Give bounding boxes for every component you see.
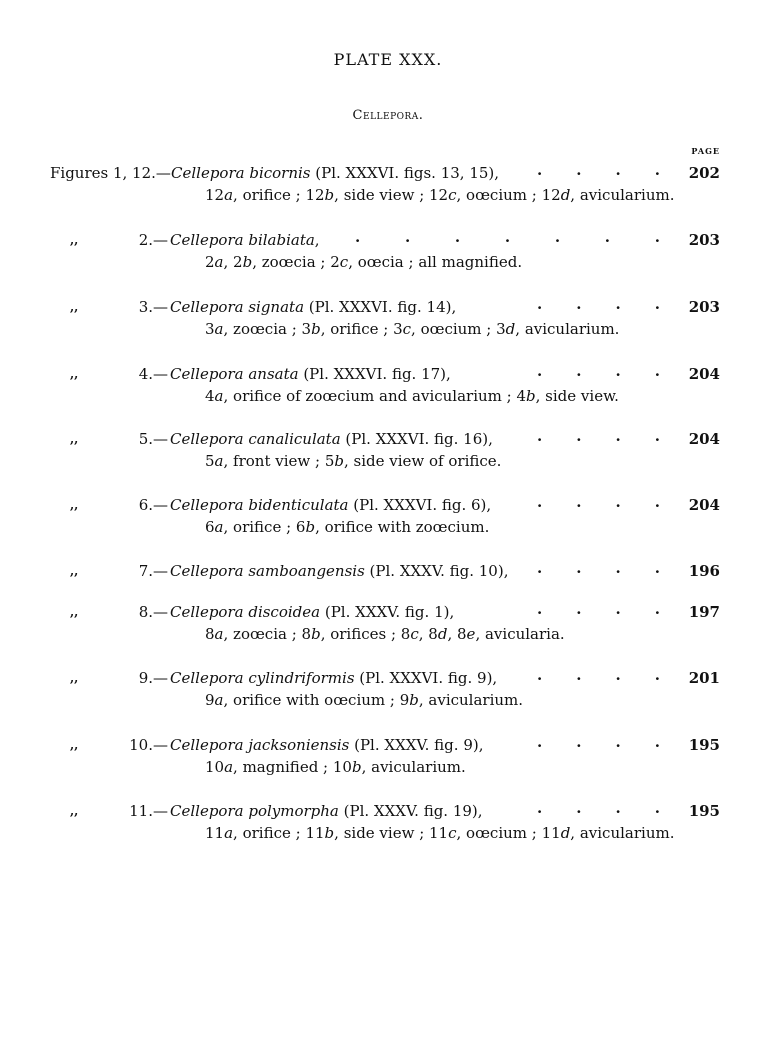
species-name: Cellepora cylindriformis [170, 669, 355, 687]
leader-dot: . [576, 559, 582, 577]
figure-description: 4a, orifice of zoœcium and avicularium ; 4b, side view. [205, 387, 619, 405]
leader-dots [355, 228, 660, 246]
species-name: Cellepora signata [170, 298, 305, 316]
leader-dot: . [454, 228, 461, 246]
leader-dot: . [615, 600, 621, 618]
leader-dots [537, 666, 660, 684]
species-title [170, 562, 508, 580]
species-name: Cellepora jacksoniensis [170, 736, 350, 754]
figure-entry [0, 362, 776, 409]
figure-description: 3a, zoœcia ; 3b, orifice ; 3c, oœcium ; 3d, avicularium. [205, 320, 620, 338]
leader-dots [537, 799, 660, 817]
species-title [170, 365, 451, 383]
page-column-header: PAGE [691, 146, 720, 156]
species-title [170, 736, 483, 754]
leader-dot: . [537, 733, 543, 751]
leader-dot: . [576, 161, 582, 179]
species-title [170, 603, 454, 621]
figure-description: 9a, orifice with oœcium ; 9b, avicularium. [205, 691, 524, 709]
ditto-mark: ,, [70, 300, 79, 314]
ditto-mark: ,, [70, 233, 79, 247]
figure-numbers: Figures 1, 12.— [50, 164, 171, 182]
leader-dot: . [654, 427, 660, 445]
figure-entry [0, 799, 776, 846]
leader-dot: . [654, 733, 660, 751]
page-number: 203 [688, 231, 720, 249]
figure-number: 8.— [138, 603, 168, 621]
ditto-mark: ,, [70, 432, 79, 446]
plate-reference: (Pl. XXXV. fig. 19), [338, 802, 483, 820]
ditto-mark: ,, [70, 498, 79, 512]
figure-number: 11.— [129, 802, 168, 820]
leader-dot: . [654, 228, 660, 246]
figure-number: 4.— [138, 365, 168, 383]
entry-heading-line [0, 295, 776, 320]
leader-dots [537, 559, 660, 577]
entry-description-line [0, 518, 776, 540]
ditto-mark: ,, [70, 671, 79, 685]
plate-reference: (Pl. XXXVI. fig. 16), [340, 430, 493, 448]
leader-dot: . [576, 600, 582, 618]
plate-reference: (Pl. XXXVI. fig. 6), [348, 496, 492, 514]
entry-heading-line [0, 799, 776, 824]
leader-dot: . [537, 161, 543, 179]
plate-reference: , [314, 231, 320, 249]
section-title: Cellepora. [352, 108, 424, 123]
leader-dot: . [654, 362, 660, 380]
figure-description: 11a, orifice ; 11b, side view ; 11c, oœcium ; 11d, avicularium. [205, 824, 675, 842]
species-name: Cellepora ansata [170, 365, 299, 383]
leader-dot: . [537, 559, 543, 577]
leader-dots [537, 733, 660, 751]
species-name: Cellepora discoidea [170, 603, 321, 621]
leader-dot: . [404, 228, 411, 246]
figure-description: 2a, 2b, zoœcia ; 2c, oœcia ; all magnified. [205, 253, 523, 271]
leader-dot: . [615, 799, 621, 817]
ditto-mark: ,, [70, 605, 79, 619]
leader-dot: . [537, 493, 543, 511]
leader-dot: . [654, 493, 660, 511]
plate-reference: (Pl. XXXVI. fig. 14), [304, 298, 457, 316]
species-name: Cellepora bidenticulata [170, 496, 349, 514]
entry-heading-line [0, 600, 776, 625]
leader-dot: . [576, 427, 582, 445]
figure-description: 5a, front view ; 5b, side view of orifice. [205, 452, 502, 470]
leader-dots [537, 427, 660, 445]
page-number: 203 [688, 298, 720, 316]
figure-number: 10.— [129, 736, 168, 754]
entry-heading-line [0, 228, 776, 253]
entry-description-line [0, 320, 776, 342]
species-title [170, 669, 497, 687]
entry-description-line [0, 387, 776, 409]
ditto-mark: ,, [70, 804, 79, 818]
figure-entry [0, 427, 776, 474]
figure-entry [0, 559, 776, 584]
leader-dot: . [576, 493, 582, 511]
species-title [170, 298, 456, 316]
figure-number: 5.— [138, 430, 168, 448]
plate-reference: (Pl. XXXVI. figs. 13, 15), [310, 164, 500, 182]
page-number: 195 [688, 802, 720, 820]
entry-heading-line [0, 559, 776, 584]
leader-dot: . [615, 559, 621, 577]
leader-dots [537, 493, 660, 511]
page-number: 197 [688, 603, 720, 621]
entry-description-line [0, 758, 776, 780]
figure-number: 3.— [138, 298, 168, 316]
plate-reference: (Pl. XXXVI. fig. 9), [354, 669, 498, 687]
plate-reference: (Pl. XXXV. fig. 1), [320, 603, 455, 621]
ditto-mark: ,, [70, 738, 79, 752]
leader-dot: . [654, 600, 660, 618]
leader-dot: . [654, 666, 660, 684]
entry-description-line [0, 824, 776, 846]
leader-dot: . [576, 295, 582, 313]
species-name: Cellepora polymorpha [170, 802, 339, 820]
species-name: Cellepora bicornis [171, 164, 311, 182]
leader-dot: . [576, 799, 582, 817]
leader-dot: . [355, 228, 361, 246]
entry-heading-line [0, 427, 776, 452]
leader-dot: . [654, 799, 660, 817]
entry-description-line [0, 691, 776, 713]
figure-entry [0, 228, 776, 275]
entry-description-line [0, 452, 776, 474]
entry-description-line [0, 253, 776, 275]
leader-dot: . [654, 559, 660, 577]
figure-entry [0, 733, 776, 780]
leader-dot: . [537, 295, 543, 313]
leader-dot: . [537, 666, 543, 684]
leader-dot: . [615, 295, 621, 313]
entry-heading-line [0, 362, 776, 387]
species-title [171, 164, 499, 182]
leader-dot: . [576, 733, 582, 751]
figure-description: 8a, zoœcia ; 8b, orifices ; 8c, 8d, 8e, avicularia. [205, 625, 565, 643]
entry-description-line [0, 186, 776, 208]
leader-dot: . [604, 228, 610, 246]
leader-dot: . [537, 799, 543, 817]
figure-entry [0, 295, 776, 342]
leader-dot: . [615, 161, 621, 179]
entry-description-line [0, 625, 776, 647]
entry-heading-line [0, 666, 776, 691]
leader-dot: . [504, 228, 511, 246]
plate-reference: (Pl. XXXVI. fig. 17), [298, 365, 451, 383]
leader-dot: . [576, 362, 582, 380]
figure-entry [0, 161, 776, 208]
leader-dot: . [537, 362, 543, 380]
leader-dots [537, 161, 660, 179]
species-name: Cellepora canaliculata [170, 430, 341, 448]
entry-heading-line [0, 733, 776, 758]
species-name: Cellepora samboangensis [170, 562, 365, 580]
figure-description: 10a, magnified ; 10b, avicularium. [205, 758, 466, 776]
plate-reference: (Pl. XXXV. fig. 10), [364, 562, 509, 580]
figure-entry [0, 600, 776, 647]
figure-description: 6a, orifice ; 6b, orifice with zoœcium. [205, 518, 490, 536]
leader-dot: . [654, 295, 660, 313]
page-number: 204 [688, 496, 720, 514]
figure-number: 2.— [138, 231, 168, 249]
ditto-mark: ,, [70, 367, 79, 381]
figure-number: 6.— [138, 496, 168, 514]
species-name: Cellepora bilabiata [170, 231, 315, 249]
plate-title: PLATE XXX. [333, 50, 443, 69]
species-title [170, 430, 493, 448]
figure-entry [0, 666, 776, 713]
figure-description: 12a, orifice ; 12b, side view ; 12c, oœcium ; 12d, avicularium. [205, 186, 675, 204]
page-number: 195 [688, 736, 720, 754]
leader-dot: . [615, 733, 621, 751]
leader-dot: . [576, 666, 582, 684]
species-title [170, 802, 483, 820]
leader-dots [537, 362, 660, 380]
leader-dot: . [554, 228, 561, 246]
leader-dot: . [615, 362, 621, 380]
figure-number: 9.— [138, 669, 168, 687]
page-number: 204 [688, 430, 720, 448]
entry-heading-line [0, 161, 776, 186]
page-number: 196 [688, 562, 720, 580]
figure-number: 7.— [138, 562, 168, 580]
page-number: 202 [688, 164, 720, 182]
leader-dot: . [654, 161, 660, 179]
leader-dot: . [615, 493, 621, 511]
figure-entry [0, 493, 776, 540]
leader-dot: . [615, 666, 621, 684]
leader-dot: . [537, 600, 543, 618]
leader-dots [537, 600, 660, 618]
page-number: 201 [688, 669, 720, 687]
species-title [170, 231, 320, 249]
leader-dot: . [537, 427, 543, 445]
species-title [170, 496, 491, 514]
entry-heading-line [0, 493, 776, 518]
leader-dots [537, 295, 660, 313]
ditto-mark: ,, [70, 564, 79, 578]
page-number: 204 [688, 365, 720, 383]
leader-dot: . [615, 427, 621, 445]
plate-reference: (Pl. XXXV. fig. 9), [349, 736, 484, 754]
